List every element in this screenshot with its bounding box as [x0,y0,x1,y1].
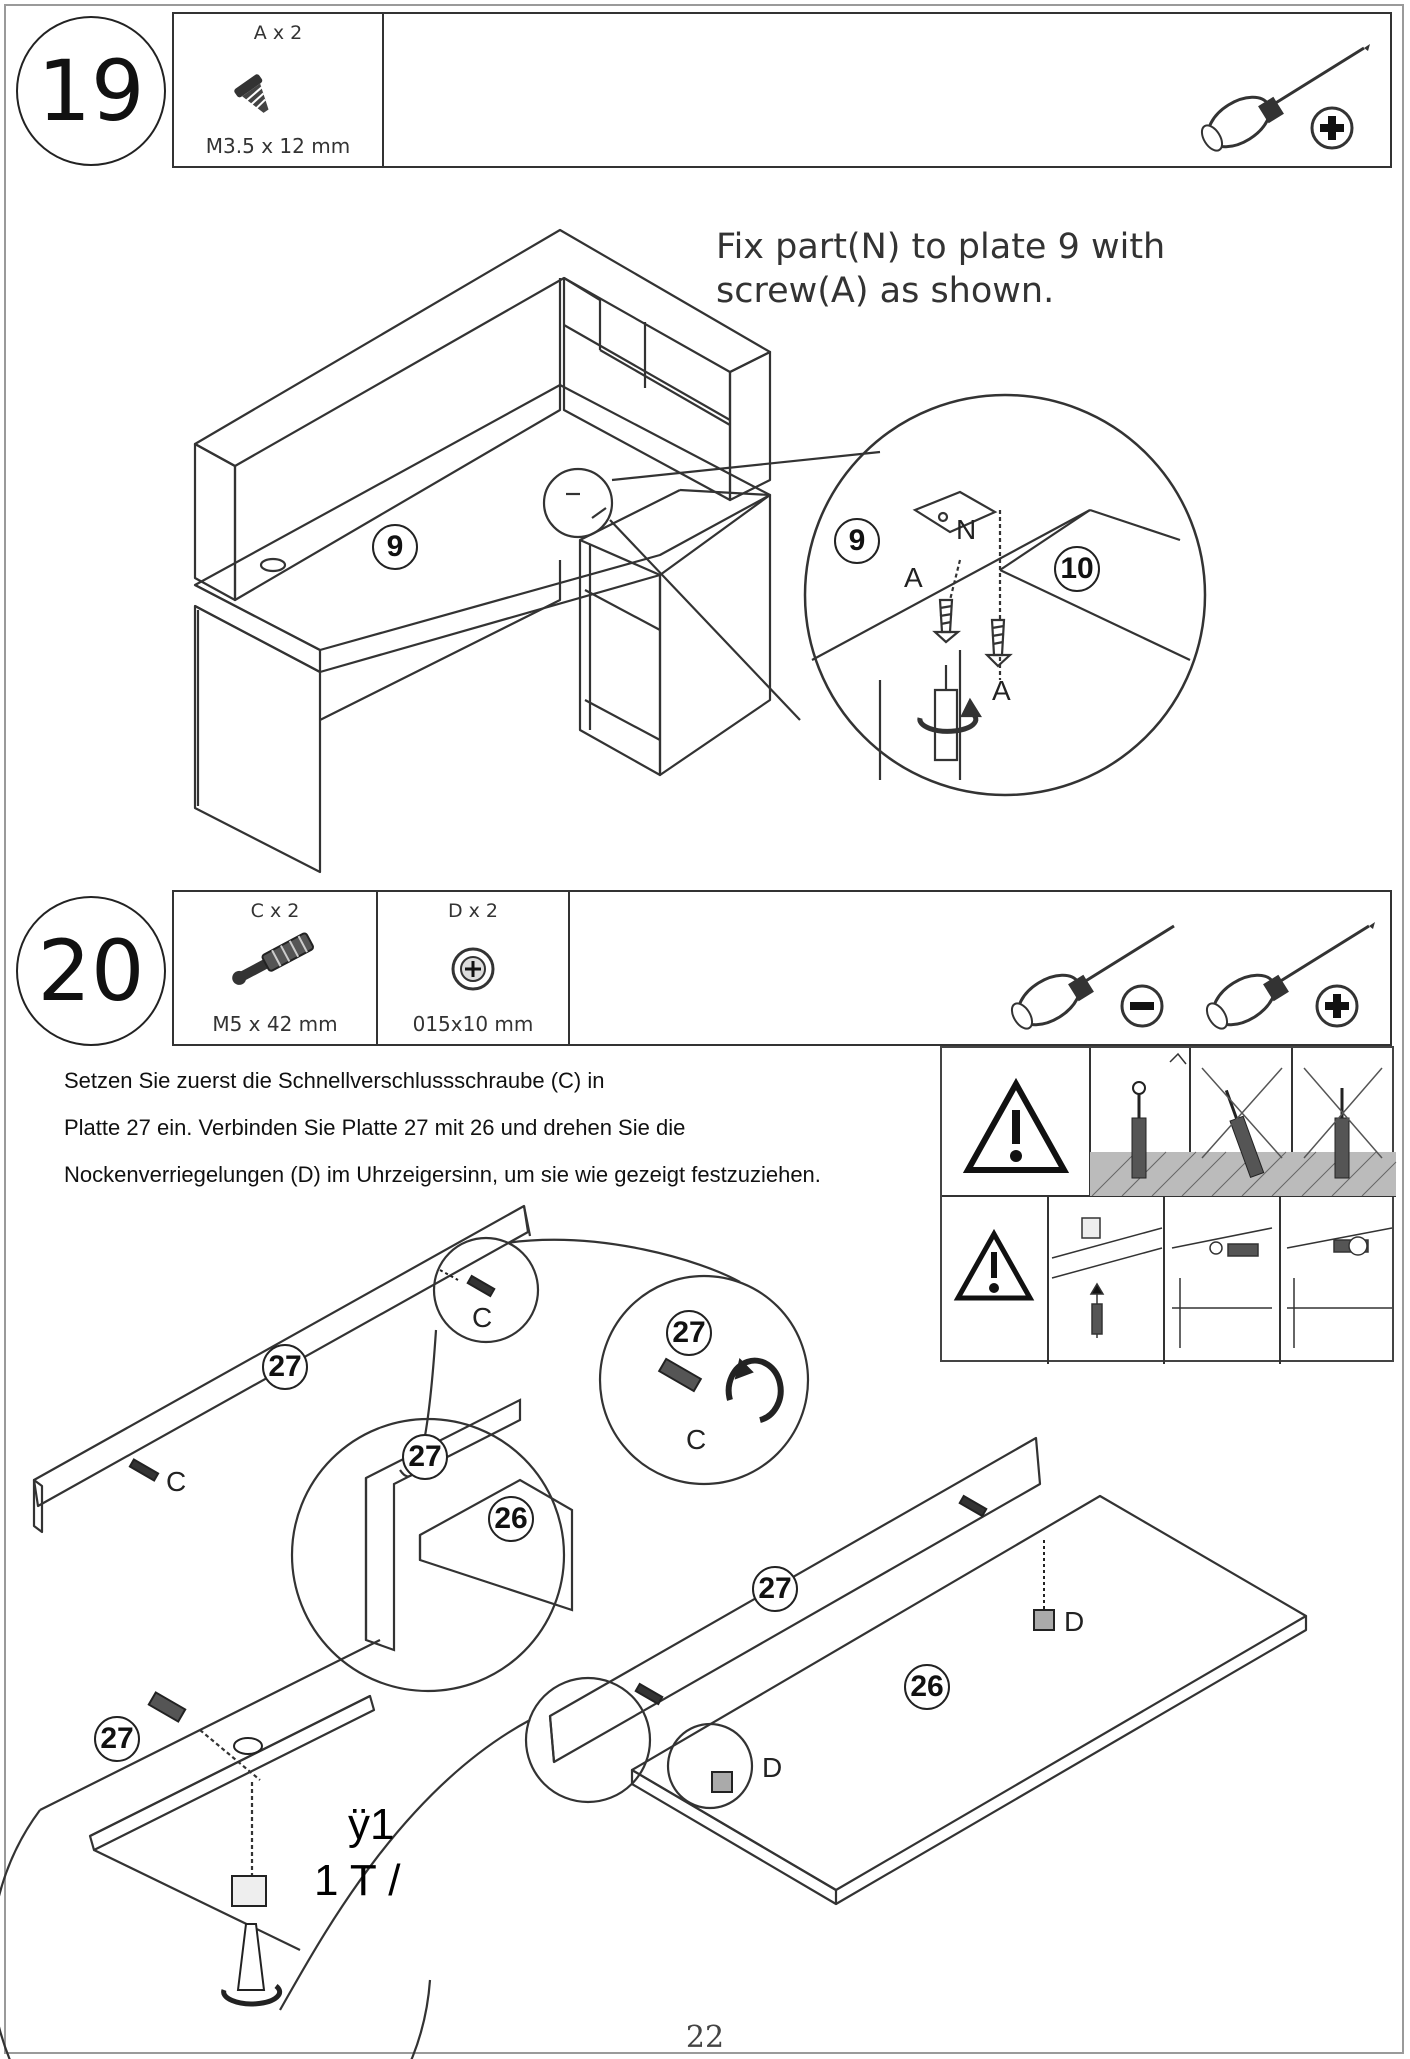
detail-27-label-c: 27 [94,1716,140,1762]
part-qty: C x 2 [250,900,300,922]
part-n-label: N [956,514,977,545]
instruction-line: Setzen Sie zuerst die Schnellverschlussschraube (C) in [64,1068,605,1093]
part-size: M5 x 42 mm [212,1012,338,1036]
artifact-text-2: 1 T / [314,1856,401,1905]
artifact-text-1: ÿ1 [348,1800,395,1849]
bolt-c-label-2: C [166,1466,187,1497]
part-qty: D x 2 [447,900,499,922]
detail-plate-9-label: 9 [834,518,880,564]
detail-27-label-b: 27 [402,1434,448,1480]
part-size: M3.5 x 12 mm [205,134,351,158]
instruction-line: Nockenverriegelungen (D) im Uhrzeigersinn, um sie wie gezeigt festzuziehen. [64,1162,821,1187]
screw-a-label-1: A [904,562,923,593]
step-19-number: 19 [16,16,166,166]
part-size: 015x10 mm [412,1012,534,1036]
instruction-line: Fix part(N) to plate 9 with [716,227,1166,267]
detail-27-label-a: 27 [666,1310,712,1356]
instruction-line: screw(A) as shown. [716,271,1055,311]
panel-26-label: 26 [904,1664,950,1710]
cam-d-label-2: D [762,1752,783,1783]
cam-d-label-1: D [1064,1606,1085,1637]
instruction-line: Platte 27 ein. Verbinden Sie Platte 27 mit 26 und drehen Sie die [64,1115,686,1140]
detail-c-label: C [686,1424,707,1455]
plate-9-label: 9 [372,524,418,570]
part-qty: A x 2 [253,22,303,44]
detail-plate-10-label: 10 [1054,546,1100,592]
bolt-c-label-1: C [472,1302,493,1333]
panel-27-label: 27 [262,1344,308,1390]
step-20-number: 20 [16,896,166,1046]
page-number: 22 [685,2020,725,2055]
screw-a-label-2: A [992,675,1011,706]
panel-27-bottom-label: 27 [752,1566,798,1612]
detail-26-label-b: 26 [488,1496,534,1542]
